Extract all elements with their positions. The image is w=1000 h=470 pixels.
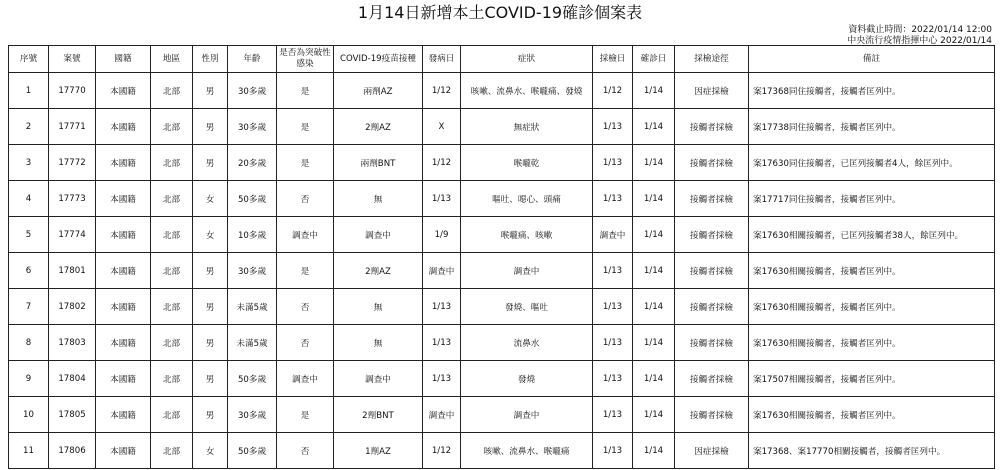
cell-test-route: 接觸者採檢 [675,289,749,325]
header-row [9,46,995,73]
cell-nationality: 本國籍 [96,109,151,145]
cell-notes: 案17630相關接觸者，接觸者匡列中。 [749,289,995,325]
cell-test-date: 1/13 [593,397,633,433]
cell-test-route: 因症採檢 [675,73,749,109]
cell-test-date: 1/13 [593,361,633,397]
cell-nationality: 本國籍 [96,397,151,433]
cell-confirm-date: 1/14 [633,289,675,325]
cell-test-route: 接觸者採檢 [675,325,749,361]
cell-case-no: 17804 [49,361,96,397]
cell-seq: 8 [9,325,49,361]
cell-onset-date: 1/13 [423,289,461,325]
cell-case-no: 17771 [49,109,96,145]
cell-symptoms: 調查中 [461,253,593,289]
cell-symptoms: 嘔吐、噁心、頭痛 [461,181,593,217]
cell-seq: 11 [9,433,49,469]
cell-nationality: 本國籍 [96,289,151,325]
table-row [9,433,995,469]
table-row [9,181,995,217]
cell-region: 北部 [151,433,193,469]
cell-case-no: 17805 [49,397,96,433]
cell-vaccine: 2劑AZ [334,253,423,289]
cell-region: 北部 [151,361,193,397]
cell-test-route: 接觸者採檢 [675,217,749,253]
col-header-test-route: 採檢途徑 [675,46,749,73]
col-header-case-no: 案號 [49,46,96,73]
cell-symptoms: 咳嗽、流鼻水、喉嚨痛、發燒 [461,73,593,109]
cell-onset-date: 1/12 [423,145,461,181]
cell-gender: 男 [193,73,228,109]
cell-case-no: 17803 [49,325,96,361]
cell-confirm-date: 1/14 [633,109,675,145]
table-row [9,73,995,109]
data-cutoff-time: 資料截止時間：2022/01/14 12:00 [848,25,992,35]
cell-gender: 男 [193,361,228,397]
cell-confirm-date: 1/14 [633,145,675,181]
cell-region: 北部 [151,325,193,361]
cell-test-route: 因症採檢 [675,433,749,469]
table-row [9,361,995,397]
cell-seq: 10 [9,397,49,433]
cell-confirm-date: 1/14 [633,361,675,397]
cell-nationality: 本國籍 [96,145,151,181]
col-header-test-date: 採檢日 [593,46,633,73]
cell-confirm-date: 1/14 [633,73,675,109]
cell-age: 30多歲 [228,73,277,109]
case-table [8,45,995,469]
cell-seq: 2 [9,109,49,145]
cell-age: 50多歲 [228,433,277,469]
cell-notes: 案17368、案17770相關接觸者，接觸者匡列中。 [749,433,995,469]
cell-notes: 案17630同住接觸者，已匡列接觸者4人，餘匡列中。 [749,145,995,181]
cell-notes: 案17738同住接觸者，接觸者匡列中。 [749,109,995,145]
cell-seq: 4 [9,181,49,217]
cell-case-no: 17770 [49,73,96,109]
cell-breakthrough: 是 [277,253,334,289]
cell-case-no: 17802 [49,289,96,325]
cell-region: 北部 [151,73,193,109]
cell-region: 北部 [151,145,193,181]
cell-onset-date: 1/13 [423,325,461,361]
cell-region: 北部 [151,181,193,217]
col-header-onset-date: 發病日 [423,46,461,73]
col-header-notes: 備註 [749,46,995,73]
cell-breakthrough: 否 [277,181,334,217]
table-row [9,217,995,253]
cell-notes: 案17630相關接觸者，接觸者匡列中。 [749,397,995,433]
cell-nationality: 本國籍 [96,325,151,361]
cell-onset-date: 調查中 [423,253,461,289]
cell-test-route: 接觸者採檢 [675,145,749,181]
cell-gender: 男 [193,253,228,289]
cell-seq: 7 [9,289,49,325]
cell-breakthrough: 否 [277,289,334,325]
cell-notes: 案17630相關接觸者，接觸者匡列中。 [749,253,995,289]
table-row [9,145,995,181]
cell-onset-date: X [423,109,461,145]
cell-confirm-date: 1/14 [633,253,675,289]
table-row [9,397,995,433]
source-info [847,25,992,47]
cell-gender: 女 [193,433,228,469]
col-header-seq: 序號 [9,46,49,73]
cell-vaccine: 無 [334,181,423,217]
cell-vaccine: 調查中 [334,361,423,397]
cell-symptoms: 流鼻水 [461,325,593,361]
col-header-gender: 性別 [193,46,228,73]
cell-gender: 女 [193,217,228,253]
cell-test-route: 接觸者採檢 [675,109,749,145]
cell-symptoms: 發燒 [461,361,593,397]
col-header-nationality: 國籍 [96,46,151,73]
cell-test-date: 1/13 [593,289,633,325]
cell-onset-date: 1/12 [423,433,461,469]
cell-gender: 男 [193,289,228,325]
cell-seq: 9 [9,361,49,397]
col-header-age: 年齡 [228,46,277,73]
table-row [9,289,995,325]
cell-test-date: 1/13 [593,109,633,145]
cell-test-date: 1/13 [593,253,633,289]
cell-symptoms: 無症狀 [461,109,593,145]
cell-nationality: 本國籍 [96,73,151,109]
cell-age: 30多歲 [228,397,277,433]
col-header-symptoms: 症狀 [461,46,593,73]
cell-breakthrough: 是 [277,73,334,109]
cell-breakthrough: 是 [277,145,334,181]
cell-onset-date: 1/9 [423,217,461,253]
cell-seq: 1 [9,73,49,109]
cell-test-route: 接觸者採檢 [675,397,749,433]
cell-onset-date: 調查中 [423,397,461,433]
cell-age: 30多歲 [228,253,277,289]
cell-symptoms: 咳嗽、流鼻水、喉嚨痛 [461,433,593,469]
col-header-confirm-date: 確診日 [633,46,675,73]
table-row [9,253,995,289]
cell-age: 10多歲 [228,217,277,253]
page-title: 1月14日新增本土COVID-19確診個案表 [357,3,643,22]
cell-vaccine: 無 [334,325,423,361]
cell-symptoms: 調查中 [461,397,593,433]
cell-confirm-date: 1/14 [633,181,675,217]
cell-seq: 5 [9,217,49,253]
cell-test-date: 1/13 [593,325,633,361]
cell-breakthrough: 否 [277,433,334,469]
cell-onset-date: 1/12 [423,73,461,109]
cell-age: 50多歲 [228,181,277,217]
cell-breakthrough: 是 [277,397,334,433]
cell-region: 北部 [151,397,193,433]
cell-test-date: 1/13 [593,433,633,469]
cell-test-date: 1/13 [593,145,633,181]
table-row [9,325,995,361]
cell-onset-date: 1/13 [423,181,461,217]
cell-confirm-date: 1/14 [633,217,675,253]
cell-vaccine: 兩劑AZ [334,73,423,109]
cell-seq: 3 [9,145,49,181]
cell-test-route: 接觸者採檢 [675,253,749,289]
cell-nationality: 本國籍 [96,217,151,253]
cell-case-no: 17806 [49,433,96,469]
cell-notes: 案17368同住接觸者，接觸者匡列中。 [749,73,995,109]
col-header-breakthrough: 是否為突破性感染 [277,46,334,73]
cell-region: 北部 [151,253,193,289]
cell-vaccine: 1劑AZ [334,433,423,469]
cell-gender: 女 [193,181,228,217]
cell-seq: 6 [9,253,49,289]
cell-gender: 男 [193,325,228,361]
cell-region: 北部 [151,109,193,145]
cell-gender: 男 [193,109,228,145]
cell-breakthrough: 否 [277,325,334,361]
cell-notes: 案17630相關接觸者，已匡列接觸者38人，餘匡列中。 [749,217,995,253]
cell-gender: 男 [193,145,228,181]
cell-region: 北部 [151,217,193,253]
cell-notes: 案17717同住接觸者，接觸者匡列中。 [749,181,995,217]
cell-case-no: 17774 [49,217,96,253]
cell-breakthrough: 調查中 [277,217,334,253]
cell-vaccine: 無 [334,289,423,325]
cell-onset-date: 1/13 [423,361,461,397]
cell-notes: 案17507相關接觸者，接觸者匡列中。 [749,361,995,397]
cell-case-no: 17772 [49,145,96,181]
cell-vaccine: 2劑AZ [334,109,423,145]
cell-nationality: 本國籍 [96,361,151,397]
cell-confirm-date: 1/14 [633,397,675,433]
col-header-vaccine: COVID-19疫苗接種 [334,46,423,73]
cell-vaccine: 兩劑BNT [334,145,423,181]
cell-test-date: 1/13 [593,181,633,217]
cell-age: 30多歲 [228,109,277,145]
cell-test-date: 1/12 [593,73,633,109]
cell-symptoms: 發燒、嘔吐 [461,289,593,325]
cell-age: 50多歲 [228,361,277,397]
cell-nationality: 本國籍 [96,181,151,217]
cell-notes: 案17630相關接觸者，接觸者匡列中。 [749,325,995,361]
cell-confirm-date: 1/14 [633,325,675,361]
issuing-agency: 中央流行疫情指揮中心 2022/01/14 [847,36,992,46]
cell-test-route: 接觸者採檢 [675,361,749,397]
cell-age: 未滿5歲 [228,325,277,361]
cell-symptoms: 喉嚨乾 [461,145,593,181]
cell-age: 未滿5歲 [228,289,277,325]
cell-age: 20多歲 [228,145,277,181]
cell-confirm-date: 1/14 [633,433,675,469]
cell-case-no: 17773 [49,181,96,217]
cell-nationality: 本國籍 [96,433,151,469]
cell-vaccine: 調查中 [334,217,423,253]
cell-breakthrough: 是 [277,109,334,145]
col-header-region: 地區 [151,46,193,73]
cell-symptoms: 喉嚨痛、咳嗽 [461,217,593,253]
cell-case-no: 17801 [49,253,96,289]
cell-test-date: 調查中 [593,217,633,253]
cell-nationality: 本國籍 [96,253,151,289]
cell-breakthrough: 調查中 [277,361,334,397]
cell-vaccine: 2劑BNT [334,397,423,433]
cell-test-route: 接觸者採檢 [675,181,749,217]
cell-gender: 男 [193,397,228,433]
table-row [9,109,995,145]
cell-region: 北部 [151,289,193,325]
